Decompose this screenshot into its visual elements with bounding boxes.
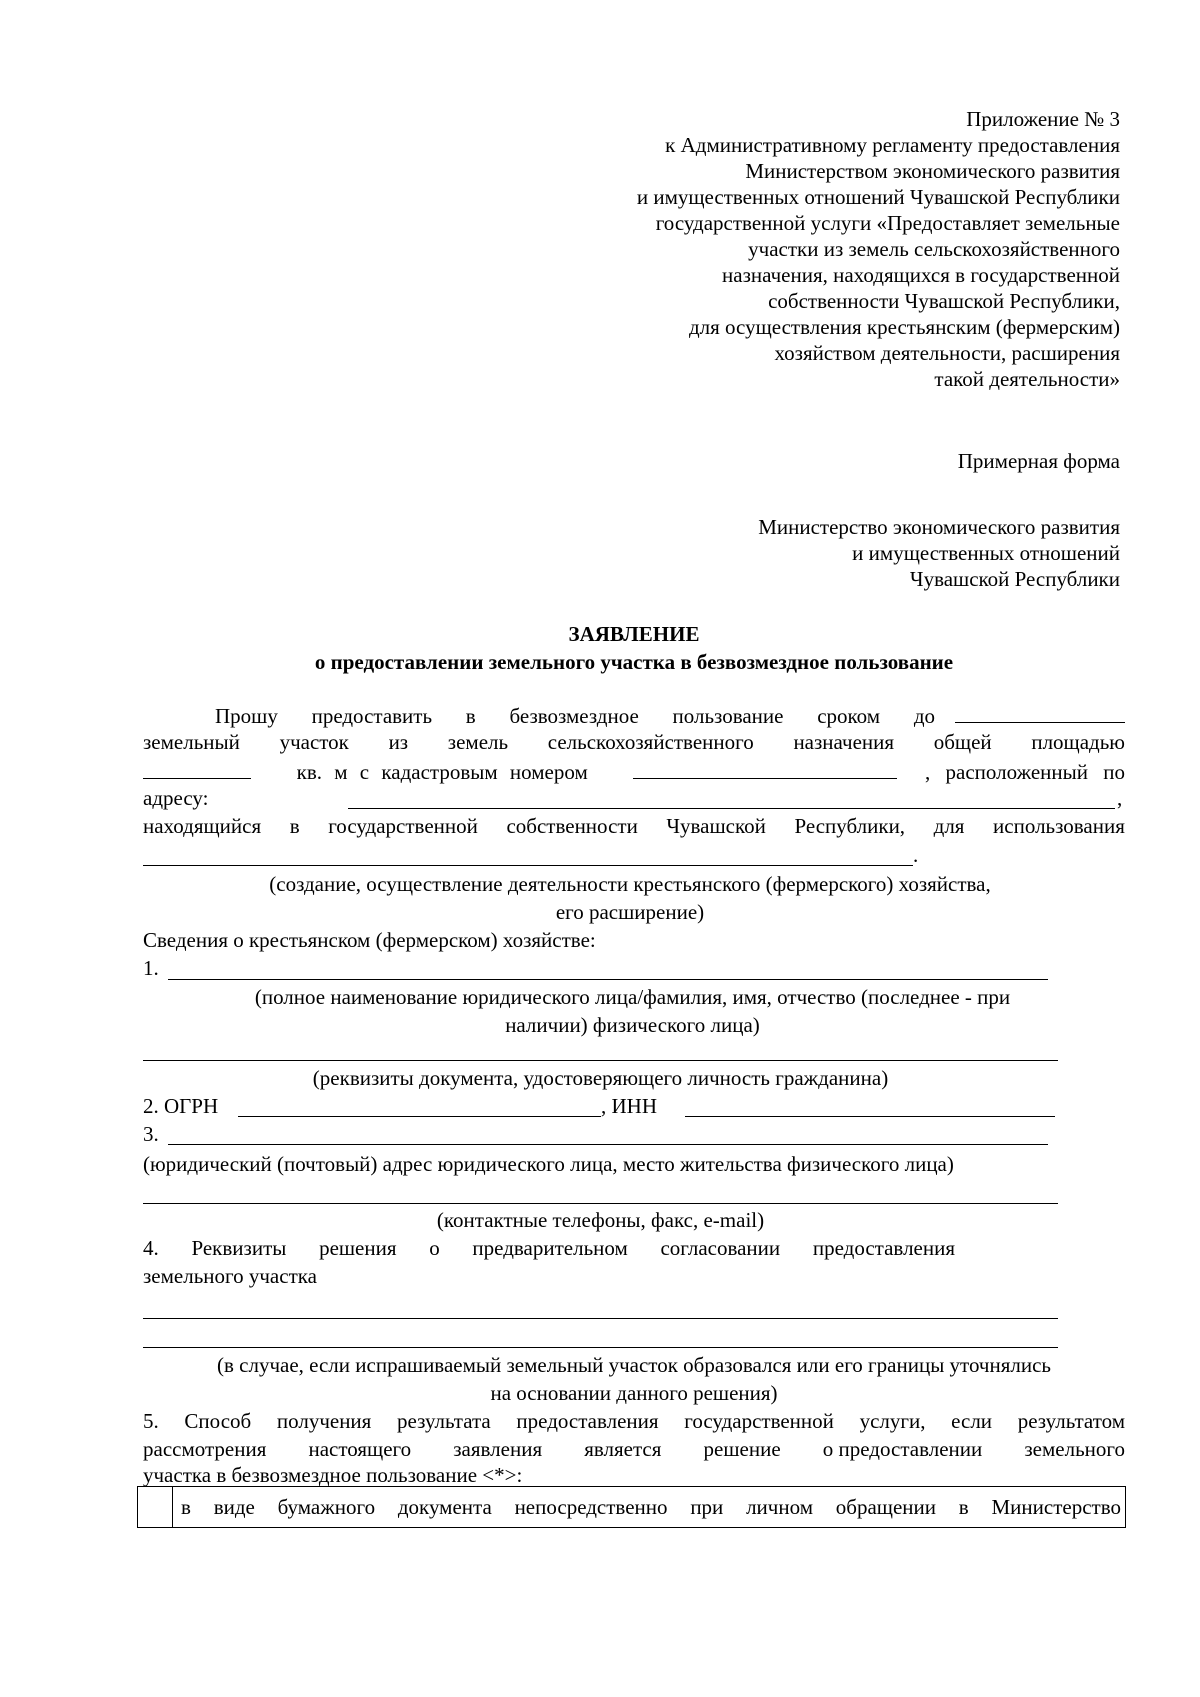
item-5-line-3: участка в безвозмездное пользование <*>:	[143, 1463, 523, 1487]
word: при	[690, 1494, 724, 1519]
word: о	[429, 1236, 440, 1260]
identity-doc-hint: (реквизиты документа, удостоверяющего личность гражданина)	[312, 1066, 889, 1090]
word: пользование	[672, 704, 784, 728]
word: виде	[213, 1494, 255, 1519]
word: собственности	[506, 814, 638, 838]
address-label: адресу:	[143, 786, 209, 810]
request-words	[215, 702, 935, 730]
document-subtitle: о предоставлении земельного участка в безвозмездное пользование	[314, 650, 954, 674]
word: предоставить	[311, 704, 433, 728]
annex-line: Приложение № 3	[966, 107, 1120, 131]
ogrn-field[interactable]	[238, 1116, 601, 1117]
word: 5.	[143, 1409, 159, 1433]
word: в	[289, 814, 300, 838]
option-paper-checkbox[interactable]	[138, 1487, 173, 1527]
addressee-line: и имущественных отношений	[852, 541, 1120, 565]
word: в	[465, 704, 476, 728]
word: Способ	[184, 1409, 252, 1433]
word: решение	[703, 1437, 781, 1461]
item-3-number: 3.	[143, 1122, 159, 1146]
cadastral-number-field[interactable]	[633, 756, 897, 779]
option-paper-text	[173, 1487, 1125, 1527]
word: сельскохозяйственного	[547, 730, 754, 754]
word: находящийся	[143, 814, 262, 838]
farm-name-hint-1: (полное наименование юридического лица/фамилия, имя, отчество (последнее - при	[254, 985, 1011, 1009]
address-end: ,	[1117, 786, 1123, 810]
identity-doc-field[interactable]	[143, 1060, 1058, 1061]
word: участок	[279, 730, 349, 754]
word: государственной	[684, 1409, 834, 1433]
contacts-field[interactable]	[143, 1203, 1058, 1204]
word: бумажного	[277, 1494, 376, 1519]
word: земельного	[1024, 1437, 1125, 1461]
word: Министерство	[991, 1494, 1121, 1519]
word: результатом	[1017, 1409, 1125, 1433]
word: услуги,	[859, 1409, 926, 1433]
word: площадью	[1031, 730, 1125, 754]
area-unit-text: кв. м с кадастровым номером	[296, 760, 588, 784]
annex-line: Министерством экономического развития	[745, 159, 1120, 183]
address-field[interactable]	[348, 808, 1115, 809]
word: для	[933, 814, 965, 838]
word: Реквизиты	[191, 1236, 287, 1260]
word: личном	[746, 1494, 813, 1519]
annex-line: собственности Чувашской Республики,	[768, 289, 1120, 313]
word: рассмотрения	[143, 1437, 267, 1461]
term-field[interactable]	[955, 700, 1125, 723]
farm-name-hint-2: наличии) физического лица)	[505, 1013, 760, 1037]
word: о предоставлении	[822, 1437, 983, 1461]
decision-hint-1: (в случае, если испрашиваемый земельный участок образовался или его границы уточнялись	[216, 1353, 1051, 1377]
word: является	[584, 1437, 662, 1461]
word: Чувашской	[666, 814, 766, 838]
word: из	[388, 730, 409, 754]
word: непосредственно	[514, 1494, 668, 1519]
addressee-line: Чувашской Республики	[909, 567, 1120, 591]
form-type-label: Примерная форма	[957, 449, 1120, 473]
farm-name-field[interactable]	[168, 979, 1048, 980]
annex-line: и имущественных отношений Чувашской Республики	[636, 185, 1120, 209]
word: 4.	[143, 1236, 159, 1260]
word: до	[913, 704, 935, 728]
word: безвозмездное	[509, 704, 639, 728]
word: согласовании	[660, 1236, 781, 1260]
item-1-number: 1.	[143, 956, 159, 980]
word: обращении	[835, 1494, 936, 1519]
item-5-line-2	[143, 1435, 1125, 1463]
word: настоящего	[308, 1437, 412, 1461]
decision-field-1[interactable]	[143, 1318, 1058, 1319]
annex-line: участки из земель сельскохозяйственного	[748, 237, 1120, 261]
address-hint: (юридический (почтовый) адрес юридического лица, место жительства физического лица)	[143, 1152, 954, 1176]
request-line-1	[215, 700, 1125, 730]
ogrn-label: 2. ОГРН	[143, 1094, 219, 1118]
word: результата	[397, 1409, 491, 1433]
word: получения	[276, 1409, 372, 1433]
word: общей	[933, 730, 992, 754]
word: в	[181, 1494, 191, 1519]
word: государственной	[328, 814, 478, 838]
request-line-5	[143, 812, 1125, 840]
item-5-line-1	[143, 1407, 1125, 1435]
annex-line: хозяйством деятельности, расширения	[774, 341, 1120, 365]
word: назначения	[793, 730, 895, 754]
use-purpose-hint-1: (создание, осуществление деятельности крестьянского (фермерского) хозяйства,	[269, 872, 991, 896]
farm-info-heading: Сведения о крестьянском (фермерском) хозяйстве:	[143, 928, 596, 952]
use-purpose-field[interactable]	[143, 865, 913, 866]
word: документа	[397, 1494, 492, 1519]
word: предоставления	[516, 1409, 659, 1433]
word: заявления	[453, 1437, 543, 1461]
word: Республики,	[794, 814, 906, 838]
request-line-3	[143, 756, 1125, 786]
option-paper-row	[137, 1486, 1126, 1528]
contacts-hint: (контактные телефоны, факс, e-mail)	[436, 1208, 765, 1232]
addressee-line: Министерство экономического развития	[758, 515, 1120, 539]
annex-line: государственной услуги «Предоставляет земельные	[655, 211, 1120, 235]
annex-line: к Административному регламенту предоставления	[665, 133, 1120, 157]
use-purpose-hint-2: его расширение)	[555, 900, 705, 924]
word: в	[958, 1494, 969, 1519]
inn-field[interactable]	[685, 1116, 1055, 1117]
word: сроком	[817, 704, 881, 728]
word: использования	[993, 814, 1125, 838]
decision-hint-2: на основании данного решения)	[490, 1381, 778, 1405]
item-4-line-1	[143, 1234, 955, 1262]
annex-line: такой деятельности»	[934, 367, 1120, 391]
word: если	[951, 1409, 993, 1433]
document-title: ЗАЯВЛЕНИЕ	[568, 622, 700, 646]
item-4-line-2: земельного участка	[143, 1264, 317, 1288]
word: земель	[447, 730, 509, 754]
word: предоставления	[812, 1236, 955, 1260]
decision-field-2[interactable]	[143, 1347, 1058, 1348]
word: решения	[319, 1236, 397, 1260]
area-field[interactable]	[143, 756, 251, 779]
word: земельный	[143, 730, 240, 754]
word: предварительном	[472, 1236, 628, 1260]
request-line-2	[143, 728, 1125, 756]
annex-line: для осуществления крестьянским (фермерским)	[688, 315, 1120, 339]
inn-label: , ИНН	[601, 1094, 657, 1118]
word: Прошу	[215, 704, 278, 728]
use-purpose-end: .	[913, 843, 919, 867]
address-field-2[interactable]	[168, 1144, 1048, 1145]
annex-line: назначения, находящихся в государственной	[722, 263, 1120, 287]
located-text: , расположенный по	[925, 760, 1125, 784]
